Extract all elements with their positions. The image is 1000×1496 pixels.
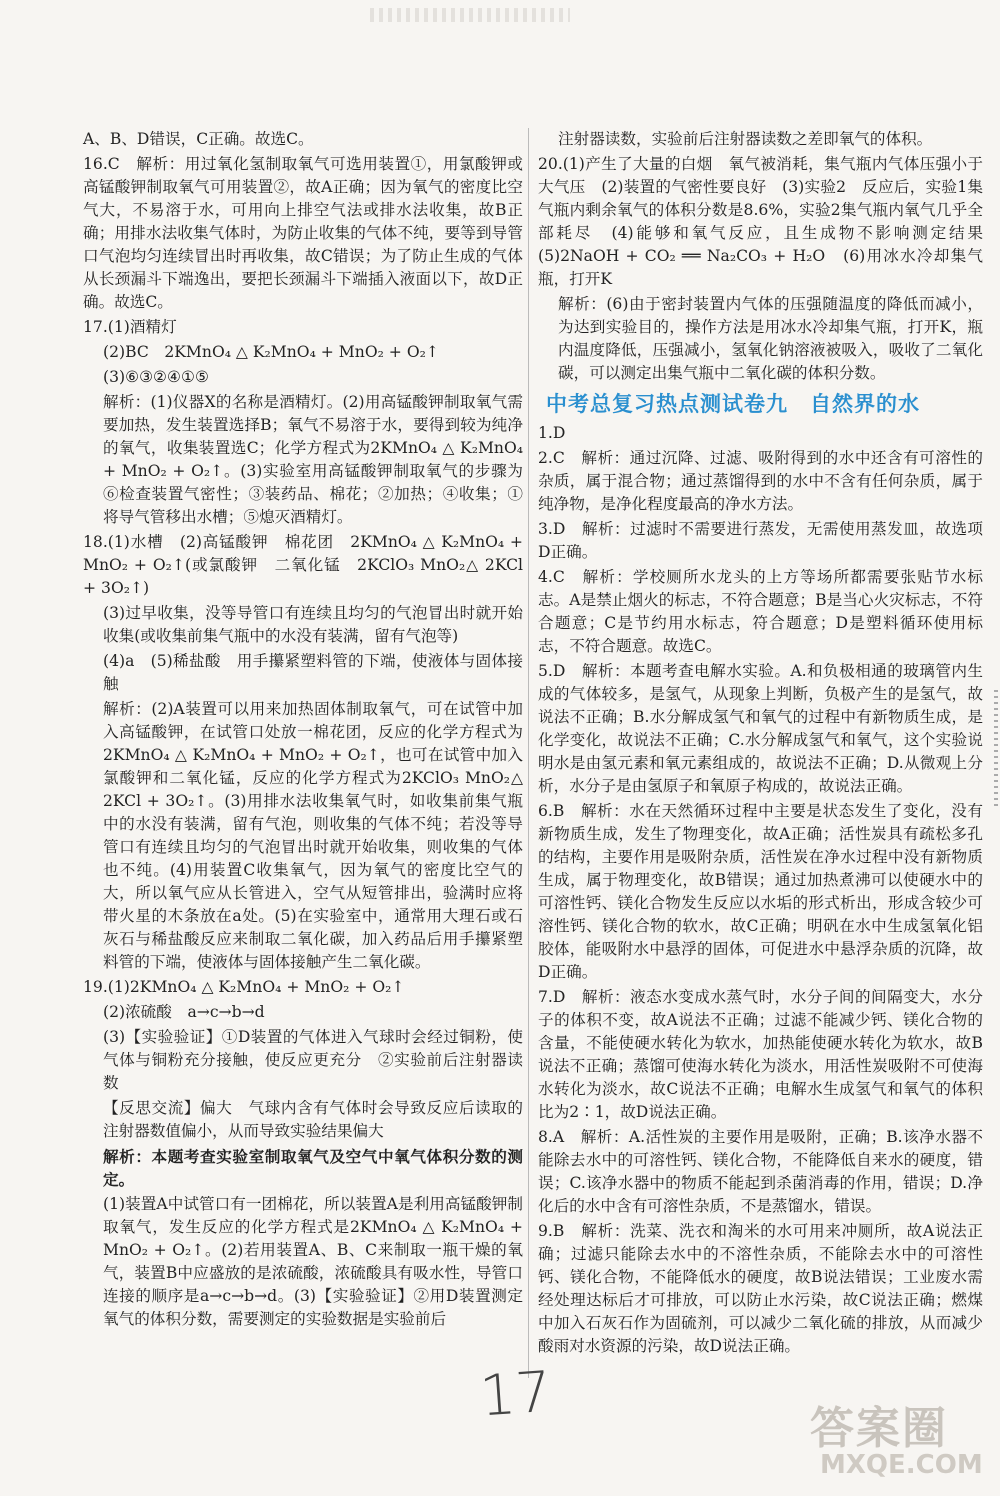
left-column bbox=[83, 128, 523, 1333]
answer-18-1: 18.(1)水槽 (2)高锰酸钾 棉花团 2KMnO₄ △ K₂MnO₄ + MnO₂ + O₂↑(或氯酸钾 二氧化锰 2KClO₃ MnO₂△ 2KCl + 3O₂↑) bbox=[83, 533, 523, 597]
scan-smudge bbox=[370, 8, 570, 22]
answer-18-3: (3)过早收集，没等导管口有连续且均匀的气泡冒出时就开始收集(或收集前集气瓶中的水没有装满，留有气泡等) bbox=[103, 604, 523, 645]
answer-17-1: 17.(1)酒精灯 bbox=[83, 318, 177, 336]
answer-17-3: (3)⑥③②④①⑤ bbox=[103, 368, 209, 386]
water-answer-7: 7.D 解析：液态水变成水蒸气时，水分子间的间隔变大，水分子的体积不变，故A说法不正确；过滤不能减少钙、镁化合物的含量，不能使硬水转化为软水，加热能使硬水转化为软水，故B说法不正确；蒸馏可使海水转化为淡水，用活性炭吸附不可使海水转化为淡水，故C说法不正确；电解水生成氢气和氧气的体积比为2∶1，故D说法正确。 bbox=[538, 988, 983, 1121]
answer-19-3: (3)【实验验证】①D装置的气体进入气球时会经过铜粉，使气体与铜粉充分接触，使反应更充分 ②实验前后注射器读数 bbox=[103, 1028, 523, 1092]
water-answer-5: 5.D 解析：本题考查电解水实验。A.和负极相通的玻璃管内生成的气体较多，是氢气，从现象上判断，负极产生的是氢气，故说法不正确；B.水分解成氢气和氧气的过程中有新物质生成，是化学变化，故说法不正确；C.水分解成氢气和氧气，这个实验说明水是由氢元素和氧元素组成的，故说法不正确；D.从微观上分析，水分子是由氢原子和氧原子构成的，故说法正确。 bbox=[538, 662, 983, 795]
page-number: 17 bbox=[477, 1359, 554, 1430]
answer-18-analysis: 解析：(2)A装置可以用来加热固体制取氧气，可在试管中加入高锰酸钾，在试管口处放一棉花团，反应的化学方程式为2KMnO₄ △ K₂MnO₄ + MnO₂ + O₂↑，也可在试管中加入氯酸钾和二氧化锰，反应的化学方程式为2KClO₃ MnO₂△ 2KCl + 3O₂↑。(3)用排水法收集氧气时，如收集前集气瓶中的水没有装满，留有气泡，则收集的气体不纯；若没等导管口有连续且均匀的气泡冒出时就开始收集，则收集的气体也不纯。(4)用装置C收集氧气，因为氧气的密度比空气的大，所以氧气应从长管进入，空气从短管排出，验满时应将带火星的木条放在a处。(5)在实验室中，通常用大理石或石灰石与稀盐酸反应来制取二氧化碳，加入药品后用手攥紧塑料管的下端，使液体与固体接触产生二氧化碳。 bbox=[103, 700, 523, 971]
watermark-url: MXQE.COM bbox=[820, 1450, 983, 1480]
answer-19-analysis: (1)装置A中试管口有一团棉花，所以装置A是利用高锰酸钾制取氧气，发生反应的化学方程式是2KMnO₄ △ K₂MnO₄ + MnO₂ + O₂↑。(2)若用装置A、B、C来制取一瓶干燥的氧气，装置B中应盛放的是浓硫酸，浓硫酸具有吸水性，导管口连接的顺序是a→c→b→d。(3)【实验验证】②用D装置测定氧气的体积分数，需要测定的实验数据是实验前后 bbox=[103, 1195, 523, 1328]
right-column bbox=[538, 128, 999, 1360]
answer-18-4: (4)a (5)稀盐酸 用手攥紧塑料管的下端，使液体与固体接触 bbox=[103, 652, 523, 693]
answer-17-analysis: 解析：(1)仪器X的名称是酒精灯。(2)用高锰酸钾制取氧气需要加热，发生装置选择B；氧气不易溶于水，要得到较为纯净的氧气，收集装置选C；化学方程式为2KMnO₄ △ K₂MnO₄ + MnO₂ + O₂↑。(3)实验室用高锰酸钾制取氧气的步骤为⑥检查装置气密性；③装药品、棉花；②加热；④收集；①将导气管移出水槽；⑤熄灭酒精灯。 bbox=[103, 393, 523, 526]
watermark-text: 答案圈 bbox=[810, 1403, 948, 1454]
answer-19-1: 19.(1)2KMnO₄ △ K₂MnO₄ + MnO₂ + O₂↑ bbox=[83, 978, 405, 996]
answer-19-2: (2)浓硫酸 a→c→b→d bbox=[103, 1003, 265, 1021]
answer-17-2: (2)BC 2KMnO₄ △ K₂MnO₄ + MnO₂ + O₂↑ bbox=[103, 343, 439, 361]
answer-19-4: 【反思交流】偏大 气球内含有气体时会导致反应后读取的注射器数值偏小，从而导致实验结果偏大 bbox=[103, 1099, 523, 1140]
binding-dots bbox=[994, 690, 998, 810]
water-answer-4: 4.C 解析：学校厕所水龙头的上方等场所都需要张贴节水标志。A是禁止烟火的标志，不符合题意；B是当心火灾标志，不符合题意；C是节约用水标志，符合题意；D是塑料循环使用标志，不符合题意。故选C。 bbox=[538, 568, 983, 655]
answer-20: 20.(1)产生了大量的白烟 氧气被消耗，集气瓶内气体压强小于大气压 (2)装置的气密性要良好 (3)实验2 反应后，实验1集气瓶内剩余氧气的体积分数是8.6%，实验2集气瓶内氧气几乎全部耗尽 (4)能够和氧气反应，且生成物不影响测定结果 (5)2NaOH + CO₂ ══ Na₂CO₃ + H₂O (6)用冰水冷却集气瓶，打开K bbox=[538, 155, 999, 288]
answer-20-analysis: 解析：(6)由于密封装置内气体的压强随温度的降低而减小，为达到实验目的，操作方法是用冰水冷却集气瓶，打开K，瓶内温度降低，压强减小，氢氧化钠溶液被吸入，吸收了二氧化碳，可以测定出集气瓶中二氧化碳的体积分数。 bbox=[558, 295, 983, 382]
answer-15-tail: A、B、D错误，C正确。故选C。 bbox=[83, 130, 314, 148]
water-answer-8: 8.A 解析：A.活性炭的主要作用是吸附，正确；B.该净水器不能除去水中的可溶性钙、镁化合物，不能降低自来水的硬度，错误；C.该净水器中的物质不能起到杀菌消毒的作用，错误；D.净化后的水中含有可溶性杂质，不是蒸馏水，错误。 bbox=[538, 1128, 983, 1215]
water-answer-9: 9.B 解析：洗菜、洗衣和淘米的水可用来冲厕所，故A说法正确；过滤只能除去水中的不溶性杂质，不能除去水中的可溶性钙、镁化合物，不能降低水的硬度，故B说法错误；工业废水需经处理达标后才可排放，可以防止水污染，故C说法正确；燃煤中加入石灰石作为固硫剂，可以减少二氧化硫的排放，从而减少酸雨对水资源的污染，故D说法正确。 bbox=[538, 1222, 983, 1355]
answer-19-analysis-head: 解析：本题考查实验室制取氧气及空气中氧气体积分数的测定。 bbox=[103, 1147, 523, 1189]
section-title: 中考总复习热点测试卷九 自然界的水 bbox=[546, 392, 920, 416]
watermark bbox=[810, 1392, 990, 1492]
water-answer-2: 2.C 解析：通过沉降、过滤、吸附得到的水中还含有可溶性的杂质，属于混合物；通过蒸馏得到的水中不含有任何杂质，属于纯净物，是净化程度最高的净水方法。 bbox=[538, 449, 983, 513]
water-answer-1: 1.D bbox=[538, 424, 566, 442]
water-answer-6: 6.B 解析：水在天然循环过程中主要是状态发生了变化，没有新物质生成，发生了物理变化，故A正确；活性炭具有疏松多孔的结构，主要作用是吸附杂质，活性炭在净水过程中没有新物质生成，属于物理变化，故B错误；通过加热煮沸可以使硬水中的可溶性钙、镁化合物发生反应以水垢的形式析出，形成含较少可溶性钙、镁化合物的软水，故C正确；明矾在水中生成氢氧化铝胶体，能吸附水中悬浮的固体，可促进水中悬浮杂质的沉降，故D正确。 bbox=[538, 802, 983, 981]
answer-16: 16.C 解析：用过氧化氢制取氧气可选用装置①，用氯酸钾或高锰酸钾制取氧气可用装置②，故A正确；因为氧气的密度比空气大，不易溶于水，可用向上排空气法或排水法收集，故B正确；用排水法收集气体时，为防止收集的气体不纯，要等到导管口气泡均匀连续冒出时再收集，故C错误；为了防止生成的气体从长颈漏斗下端逸出，要把长颈漏斗下端插入液面以下，故D正确。故选C。 bbox=[83, 155, 523, 311]
answer-19-tail: 注射器读数，实验前后注射器读数之差即氧气的体积。 bbox=[558, 130, 933, 148]
water-answer-3: 3.D 解析：过滤时不需要进行蒸发，无需使用蒸发皿，故选项D正确。 bbox=[538, 520, 983, 561]
column-divider bbox=[528, 128, 529, 1378]
